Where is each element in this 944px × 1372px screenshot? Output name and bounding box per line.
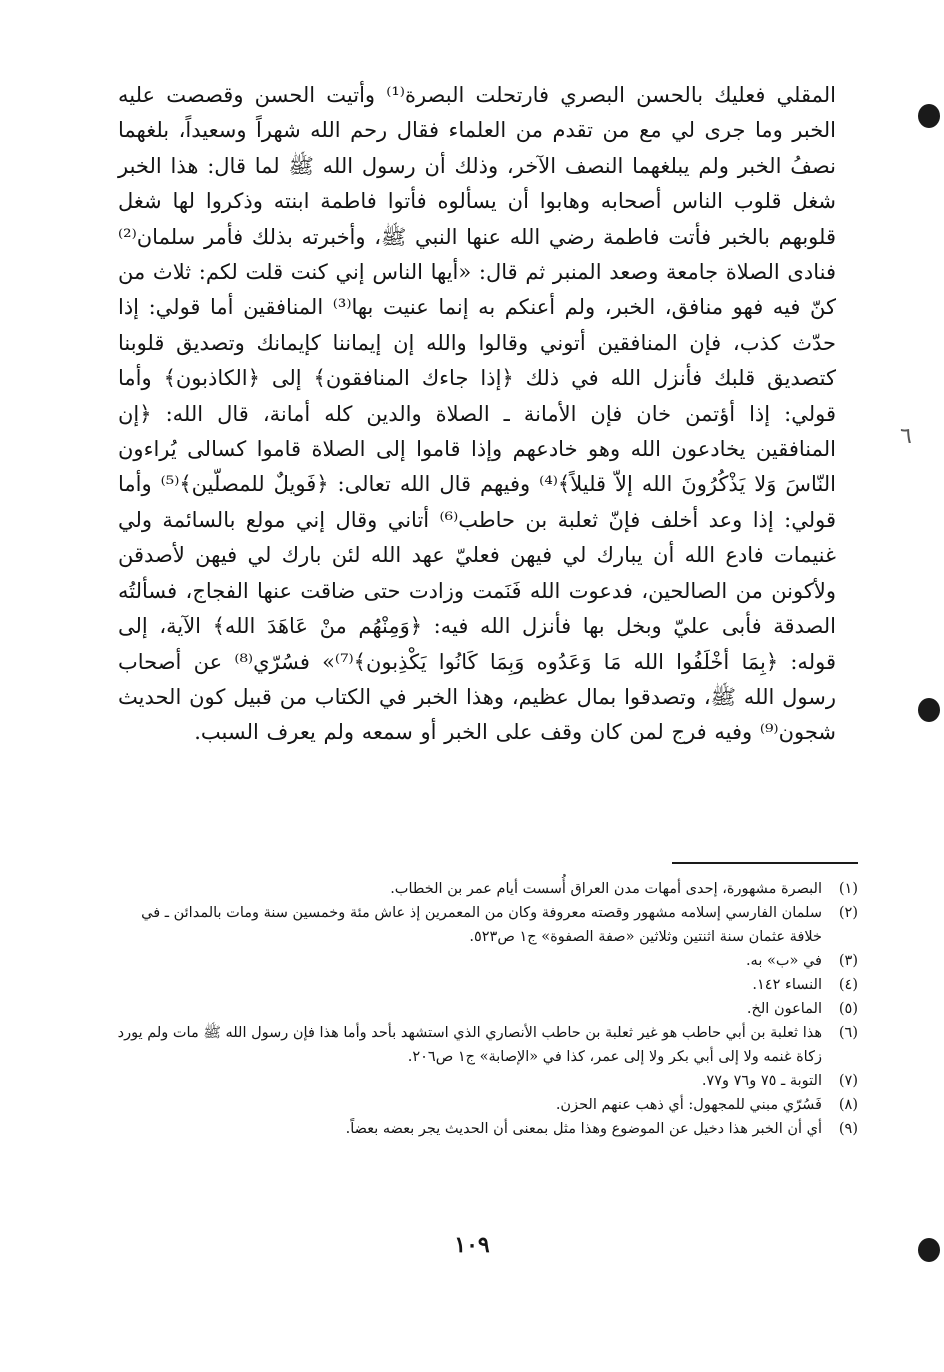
footnote-number: (٩): [838, 1121, 858, 1137]
footnote-6: [110, 1021, 858, 1069]
footnote-number: (٧): [838, 1073, 858, 1089]
footnote-text: سلمان الفارسي إسلامه مشهور وقصته معروفة وكان من المعمرين إذ عاش مئة وخمسين سنة ومات بالمدائن ـ في خلافة عثمان سنة اثنتين وثلاثين «صفة الصفوة» ج١ ص٥٢٣.: [141, 905, 822, 945]
footnote-1: [110, 877, 858, 901]
footnote-4: [110, 973, 858, 997]
footnote-number: (٣): [838, 953, 858, 969]
footnote-5: [110, 997, 858, 1021]
footnote-number: (١): [838, 881, 858, 897]
footnote-text: البصرة مشهورة، إحدى أمهات مدن العراق أُسست أيام عمر بن الخطاب.: [390, 881, 822, 897]
footnote-number: (٤): [838, 977, 858, 993]
footnote-text: فَسُرّي مبني للمجهول: أي ذهب عنهم الحزن.: [555, 1097, 822, 1113]
footnote-8: [110, 1093, 858, 1117]
footnote-text: في «ب» به.: [745, 953, 822, 969]
footnote-2: [110, 901, 858, 949]
binding-hole: [918, 104, 940, 128]
page-number: ١٠٩: [454, 1232, 490, 1258]
footnote-9: [110, 1117, 858, 1141]
footnote-text: الماعون الخ.: [746, 1001, 822, 1017]
binding-hole: [918, 1238, 940, 1262]
main-paragraph: المقلي فعليك بالحسن البصري فارتحلت البصرة⁽¹⁾ وأتيت الحسن وقصصت عليه الخبر وما جرى لي مع من تقدم من العلماء فقال رحم الله شهراً وسعيداً، بلغهما نصفُ الخبر ولم يبلغهما النصف الآخر، وذلك أن رسول الله ﷺ لما قال: هذا الخبر شغل قلوب الناس أصحابه وهابوا أن يسألوه فأتوا فاطمة ابنته وذكروا لها شغل قلوبهم بالخبر فأتت فاطمة رضي الله عنها النبي ﷺ، وأخبرته بذلك فأمر سلمان⁽²⁾ فنادى الصلاة جامعة وصعد المنبر ثم قال: «أيها الناس إني كنت قلت لكم: ثلاث من كنّ فيه فهو منافق، الخبر، ولم أعنكم به إنما عنيت بها⁽³⁾ المنافقين أما قولي: إذا حدّث كذب، فإن المنافقين أتوني وقالوا والله إن إيماننا كإيمانك وتصديق قلوبنا كتصديق قلبك فأنزل الله في ذلك ﴿إذا جاءك المنافقون﴾ إلى ﴿الكاذبون﴾ وأما قولي: إذا أؤتمن خان فإن الأمانة ـ الصلاة والدين كله أمانة، قال الله: ﴿إن المنافقين يخادعون الله وهو خادعهم وإذا قاموا إلى الصلاة قاموا كسالى يُراءون النّاسَ وَلا يَذْكُرُونَ الله إلاّ قليلاً﴾⁽⁴⁾ وفيهم قال الله تعالى: ﴿فَويلٌ للمصلّين﴾⁽⁵⁾ وأما قولي: إذا وعد أخلف فإنّ ثعلبة بن حاطب⁽⁶⁾ أتاني وقال إني مولع بالسائمة ولي غنيمات فادع الله أن يبارك لي فيهن فعليّ عهد الله لئن بارك لي فيهن لأصدقن ولأكونن من الصالحين، فدعوت الله فَنَمت وزادت حتى ضاقت عنها الفجاج، فسألتُه الصدقة فأبى عليّ وبخل بها فأنزل الله فيه: ﴿وَمِنْهُم منْ عَاهَدَ الله﴾ الآية، إلى قوله: ﴿بِمَا أخْلَفُوا الله مَا وَعَدُوه وَبِمَا كَانُوا يَكْذِبون﴾⁽⁷⁾» فسُرّي⁽⁸⁾ عن أصحاب رسول الله ﷺ، وتصدقوا بمال عظيم، وهذا الخبر في الكتاب من قبيل كون الحديث شجون⁽⁹⁾ وفيه فرج لمن كان وقف على الخبر أو سمعه ولم يعرف السبب.: [118, 83, 836, 745]
main-text: [118, 78, 836, 751]
footnote-text: أي أن الخبر هذا دخيل عن الموضوع وهذا مثل بمعنى أن الحديث يجر بعضه بعضاً.: [345, 1121, 822, 1137]
footnote-text: التوبة ـ ٧٥ و٧٦ و٧٧.: [701, 1073, 822, 1089]
footnote-divider: [672, 862, 858, 864]
footnote-text: هذا ثعلبة بن أبي حاطب هو غير ثعلبة بن حاطب الأنصاري الذي استشهد بأحد وأما هذا فإن رسول الله ﷺ مات ولم يورد زكاة غنمه ولا إلى أبي بكر ولا إلى عمر، كذا في «الإصابة» ج١ ص٢٠٦.: [117, 1025, 822, 1065]
footnote-text: النساء ١٤٢.: [752, 977, 822, 993]
footnote-number: (٢): [838, 905, 858, 921]
margin-mark: ٦: [900, 424, 912, 449]
footnote-3: [110, 949, 858, 973]
footnotes: [110, 877, 858, 1141]
footnote-number: (٨): [838, 1097, 858, 1113]
footnote-number: (٦): [838, 1025, 858, 1041]
footnote-7: [110, 1069, 858, 1093]
binding-hole: [918, 698, 940, 722]
footnote-number: (٥): [838, 1001, 858, 1017]
